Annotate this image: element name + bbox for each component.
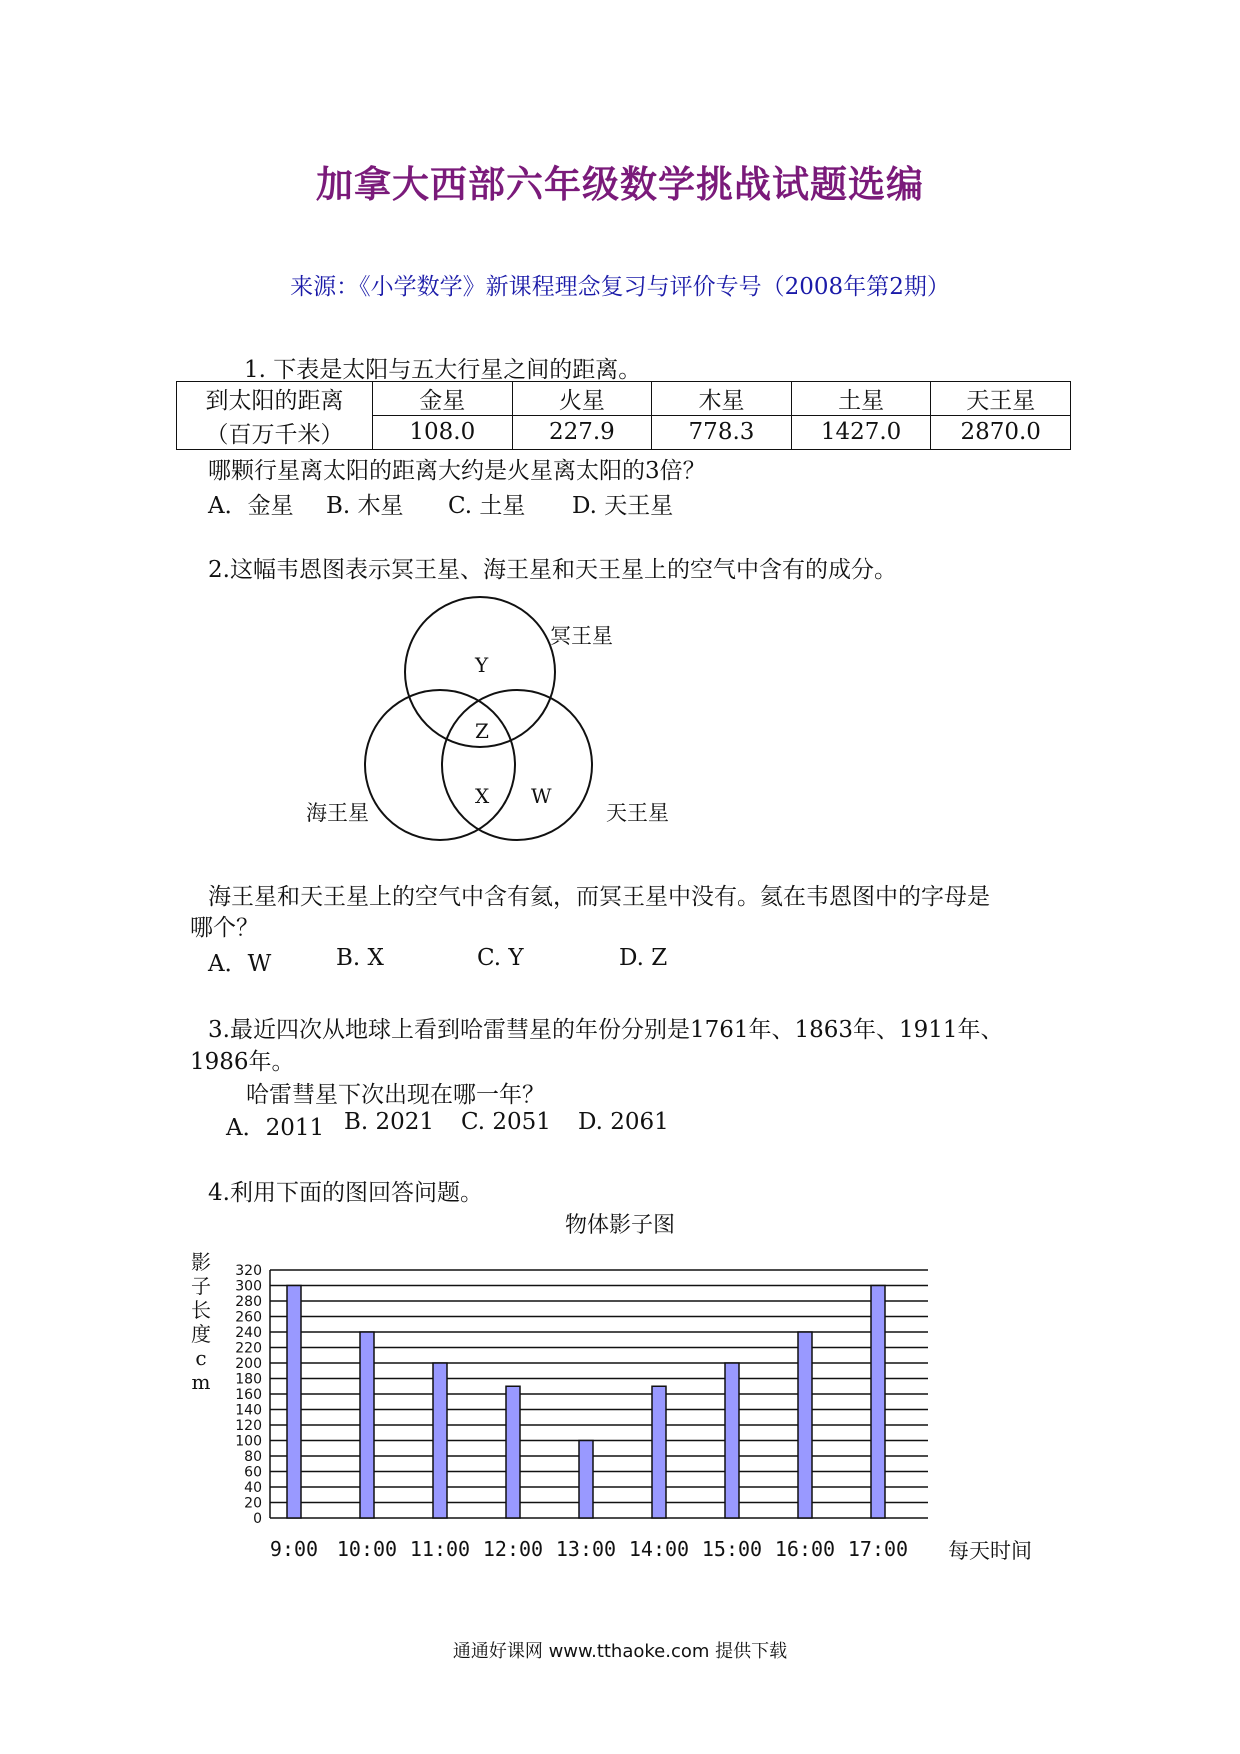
- q1-option-d: D. 天王星: [572, 493, 674, 519]
- chart-x-tick-label: 9:00: [269, 1537, 319, 1561]
- distance-cell: 1427.0: [791, 416, 931, 450]
- chart-y-tick-label: 60: [244, 1464, 262, 1481]
- row-header-bottom: （百万千米）: [177, 416, 373, 450]
- chart-y-tick-label: 120: [235, 1418, 262, 1434]
- page-footer: 通通好课网 www.tthaoke.com 提供下载: [452, 1641, 788, 1662]
- q2-option-a: A．W: [208, 951, 272, 977]
- q3-option-a: A．2011: [226, 1115, 325, 1141]
- chart-y-tick-label: 0: [253, 1511, 262, 1527]
- distance-cell: 778.3: [652, 416, 792, 450]
- planet-cell: 天王星: [931, 382, 1071, 416]
- chart-y-tick-label: 300: [235, 1278, 262, 1295]
- distance-cell: 227.9: [512, 416, 652, 450]
- chart-x-tick-label: 11:00: [409, 1537, 471, 1561]
- chart-bar: [287, 1286, 301, 1519]
- q2-option-d: D. Z: [619, 945, 668, 971]
- chart-y-tick-label: 220: [235, 1340, 262, 1357]
- chart-y-tick-label: 180: [235, 1371, 262, 1388]
- q3-option-b: B. 2021: [344, 1109, 435, 1135]
- chart-bar: [433, 1363, 447, 1518]
- q3-option-d: D. 2061: [578, 1109, 669, 1135]
- q1-stem: 1. 下表是太阳与五大行星之间的距离。: [244, 357, 642, 383]
- q3-question: 哈雷彗星下次出现在哪一年？: [246, 1082, 545, 1108]
- q2-stem: 2.这幅韦恩图表示冥王星、海王星和天王星上的空气中含有的成分。: [208, 557, 897, 583]
- q1-option-b: B. 木星: [326, 493, 404, 519]
- chart-y-tick-label: 80: [244, 1449, 262, 1465]
- chart-y-tick-label: 40: [244, 1480, 262, 1496]
- venn-region-w: W: [531, 784, 552, 808]
- q3-option-c: C. 2051: [461, 1109, 551, 1135]
- venn-region-y: Y: [475, 653, 489, 677]
- venn-region-z: Z: [475, 719, 489, 743]
- planet-cell: 金星: [373, 382, 513, 416]
- venn-region-x: X: [475, 784, 490, 808]
- chart-y-tick-label: 100: [235, 1433, 262, 1450]
- distance-cell: 108.0: [373, 416, 513, 450]
- planet-cell: 木星: [652, 382, 792, 416]
- q1-option-c: C. 土星: [448, 493, 526, 519]
- planet-distance-table: [176, 381, 1071, 450]
- q4-stem: 4.利用下面的图回答问题。: [208, 1180, 483, 1206]
- venn-circle-uranus: [442, 690, 592, 840]
- venn-circle-neptune: [365, 690, 515, 840]
- chart-x-tick-label: 17:00: [847, 1537, 909, 1561]
- page-title: 加拿大西部六年级数学挑战试题选编: [316, 162, 924, 206]
- chart-y-tick-label: 160: [235, 1387, 262, 1403]
- chart-x-tick-label: 10:00: [336, 1537, 398, 1561]
- chart-y-tick-label: 140: [235, 1402, 262, 1419]
- chart-x-axis-label: 每天时间: [948, 1539, 1032, 1563]
- chart-x-tick-label: 12:00: [482, 1537, 544, 1561]
- chart-y-tick-label: 260: [235, 1309, 262, 1326]
- venn-label-neptune: 海王星: [306, 801, 369, 825]
- q1-option-a: A．金星: [208, 493, 294, 519]
- q3-stem-line1: 3.最近四次从地球上看到哈雷彗星的年份分别是1761年、1863年、1911年、: [208, 1017, 1004, 1043]
- table-row-distances: [177, 416, 1071, 450]
- chart-title: 物体影子图: [564, 1213, 675, 1238]
- chart-y-tick-label: 20: [244, 1495, 262, 1512]
- chart-bar: [506, 1386, 520, 1518]
- chart-y-axis-label: 影子长度cm: [191, 1250, 211, 1394]
- q3-stem-line2: 1986年。: [190, 1049, 295, 1075]
- chart-bar: [652, 1386, 666, 1518]
- chart-y-tick-label: 280: [235, 1294, 262, 1310]
- venn-label-pluto: 冥王星: [550, 624, 613, 648]
- chart-y-tick-label: 240: [235, 1325, 262, 1341]
- source-line: 来源：《小学数学》新课程理念复习与评价专号（2008年第2期）: [290, 274, 950, 300]
- venn-label-uranus: 天王星: [606, 801, 669, 825]
- q2-option-c: C. Y: [477, 945, 524, 971]
- q1-question: 哪颗行星离太阳的距离大约是火星离太阳的3倍？: [208, 458, 706, 484]
- q2-question-line1: 海王星和天王星上的空气中含有氦，而冥王星中没有。氦在韦恩图中的字母是: [208, 884, 990, 910]
- q2-question-line2: 哪个？: [190, 915, 259, 941]
- chart-bar: [871, 1286, 885, 1519]
- chart-x-tick-label: 15:00: [701, 1537, 763, 1561]
- chart-bar: [798, 1332, 812, 1518]
- distance-cell: 2870.0: [931, 416, 1071, 450]
- chart-bar: [725, 1363, 739, 1518]
- chart-x-tick-label: 16:00: [774, 1537, 836, 1561]
- row-header-top: 到太阳的距离: [177, 382, 373, 416]
- table-row-planets: [177, 382, 1071, 416]
- chart-bar: [360, 1332, 374, 1518]
- chart-x-tick-label: 13:00: [555, 1537, 617, 1561]
- planet-cell: 火星: [512, 382, 652, 416]
- planet-cell: 土星: [791, 382, 931, 416]
- q2-option-b: B. X: [336, 945, 384, 971]
- chart-bar: [579, 1441, 593, 1519]
- chart-y-tick-label: 200: [235, 1356, 262, 1372]
- chart-x-tick-label: 14:00: [628, 1537, 690, 1561]
- chart-y-tick-label: 320: [235, 1263, 262, 1279]
